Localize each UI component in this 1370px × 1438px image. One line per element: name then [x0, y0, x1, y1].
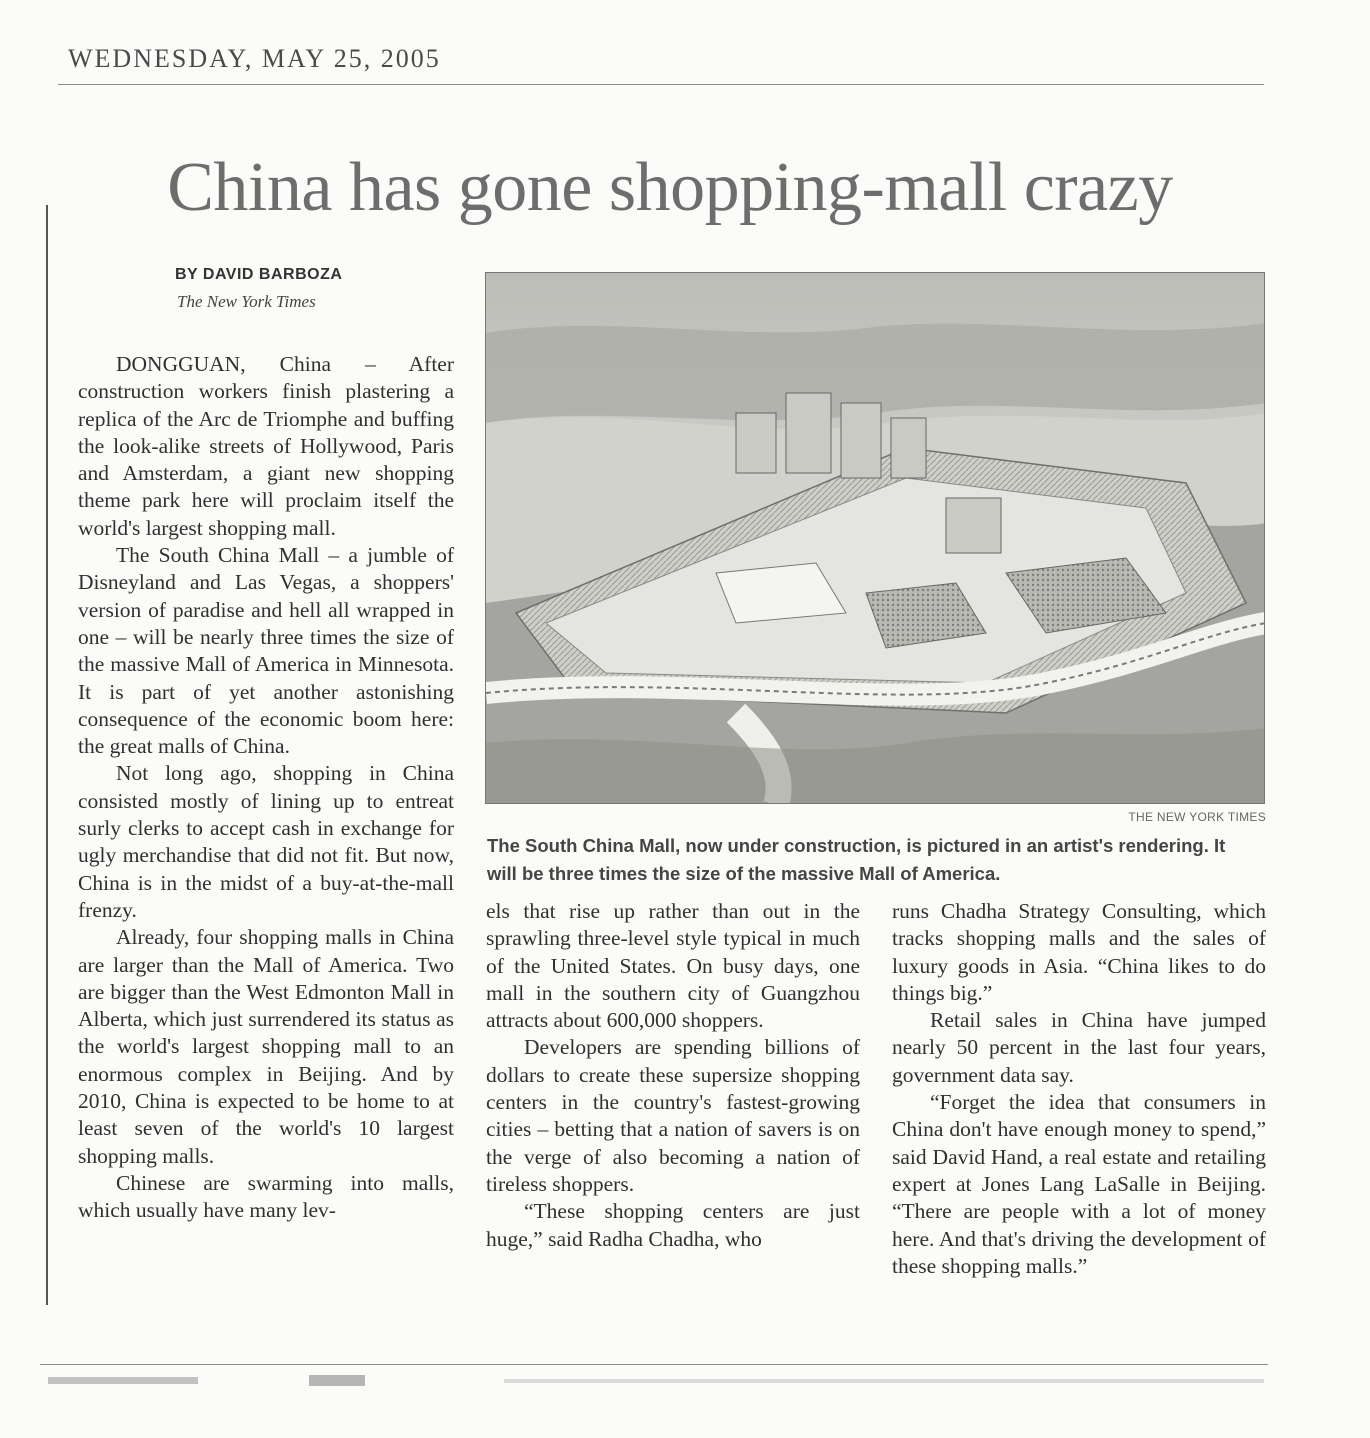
paragraph: Developers are spending billions of dollars to create these supersize shopping centers in the country's fastest-growing cities – betting that a nation of savers is on the verge of also becoming a nation of tireless shoppers. — [486, 1035, 860, 1196]
paragraph: Not long ago, shopping in China consisted mostly of lining up to entreat surly clerks to accept cash in exchange for ugly merchandise that did not fit. But now, China is in the midst of a buy-at-the-mall frenzy. — [78, 761, 454, 922]
scan-smudge — [44, 1375, 1266, 1387]
paragraph: “Forget the idea that consumers in China don't have enough money to spend,” said David Hand, a real estate and retailing expert at Jones Lang LaSalle in Beijing. “There are people with a lot of money here. And that's driving the development of these shopping malls.” — [892, 1090, 1266, 1278]
bottom-rule — [40, 1364, 1268, 1365]
dateline: WEDNESDAY, MAY 25, 2005 — [68, 44, 441, 73]
byline: BY DAVID BARBOZA — [175, 266, 343, 283]
top-rule — [58, 84, 1264, 85]
mall-rendering-photo — [485, 272, 1265, 804]
headline: China has gone shopping-mall crazy — [167, 149, 1173, 226]
paragraph: “These shopping centers are just huge,” said Radha Chadha, who — [486, 1199, 860, 1251]
aerial-mall-illustration — [486, 273, 1265, 804]
photo-credit: THE NEW YORK TIMES — [1128, 810, 1266, 824]
agency: The New York Times — [177, 292, 316, 311]
article-column-1 — [78, 351, 454, 1225]
paragraph: els that rise up rather than out in the sprawling three-level style typical in much of the United States. On busy days, one mall in the southern city of Guangzhou attracts about 600,000 shoppers. — [486, 899, 860, 1033]
photo-caption: The South China Mall, now under construction, is pictured in an artist's rendering. It will be three times the size of the massive Mall of America. — [487, 835, 1226, 884]
article-column-2 — [486, 898, 860, 1253]
article-column-3 — [892, 898, 1266, 1280]
paragraph: The South China Mall – a jumble of Disneyland and Las Vegas, a shoppers' version of paradise and hell all wrapped in one – will be nearly three times the size of the massive Mall of America in Minnesota. It is part of yet another astonishing consequence of the economic boom here: the great malls of China. — [78, 543, 454, 759]
left-margin-rule — [46, 205, 48, 1305]
paragraph: Retail sales in China have jumped nearly 50 percent in the last four years, government data say. — [892, 1008, 1266, 1087]
paragraph: runs Chadha Strategy Consulting, which tracks shopping malls and the sales of luxury goods in Asia. “China likes to do things big.” — [892, 899, 1266, 1005]
paragraph: Already, four shopping malls in China are larger than the Mall of America. Two are bigger than the West Edmonton Mall in Alberta, which just surrendered its status as the world's largest shopping mall to an enormous complex in Beijing. And by 2010, China is expected to be home to at least seven of the world's 10 largest shopping malls. — [78, 925, 454, 1168]
paragraph: Chinese are swarming into malls, which usually have many lev- — [78, 1170, 454, 1223]
paragraph: DONGGUAN, China – After construction workers finish plastering a replica of the Arc de Triomphe and buffing the look-alike streets of Hollywood, Paris and Amsterdam, a giant new shopping theme park here will proclaim itself the world's largest shopping mall. — [78, 352, 454, 540]
